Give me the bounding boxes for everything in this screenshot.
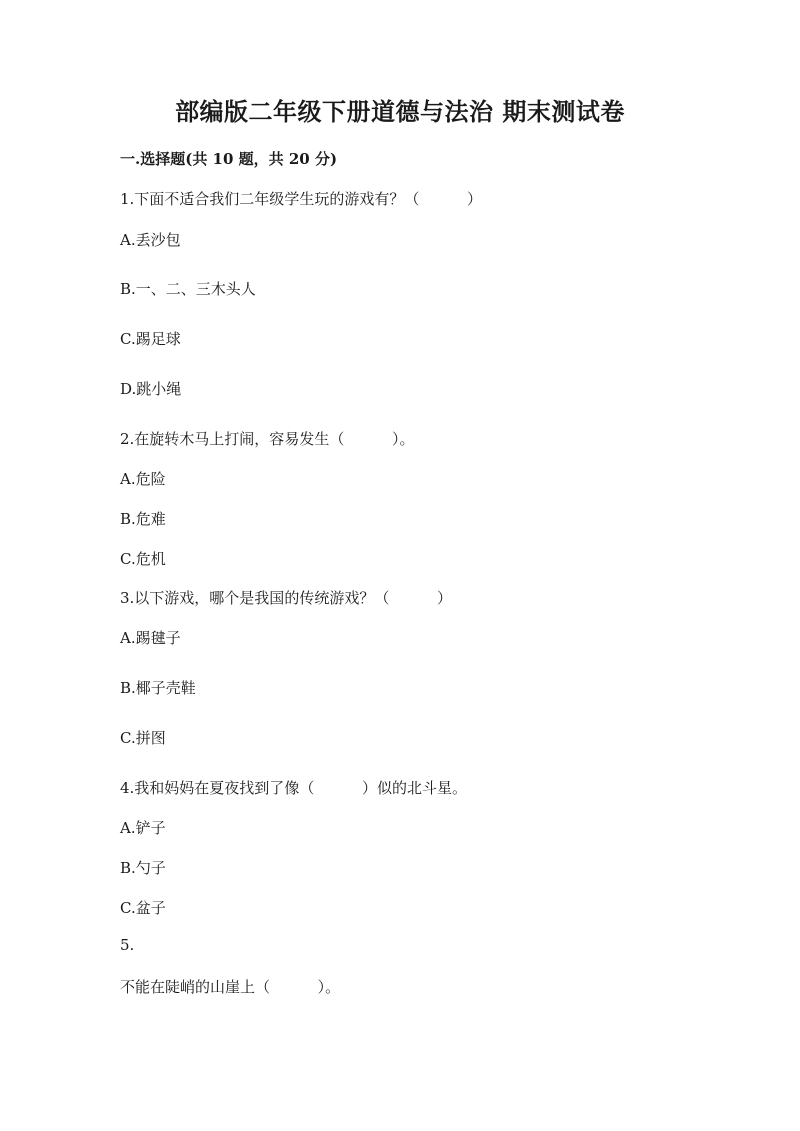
- question-2-option-a: A.危险: [120, 470, 166, 488]
- question-4-option-a: A.铲子: [120, 819, 166, 837]
- question-4-option-b: B.勺子: [120, 859, 166, 877]
- question-1-option-b: B.一、二、三木头人: [120, 280, 256, 298]
- question-1-stem: 1.下面不适合我们二年级学生玩的游戏有？（ ）: [120, 190, 482, 208]
- section-heading: 一.选择题(共 10 题，共 20 分): [120, 150, 338, 168]
- question-5-stem: 5.: [120, 936, 135, 954]
- question-4-option-c: C.盆子: [120, 899, 166, 917]
- question-3-option-c: C.拼图: [120, 729, 166, 747]
- question-3-option-b: B.椰子壳鞋: [120, 679, 196, 697]
- question-2-option-c: C.危机: [120, 550, 166, 568]
- question-3-stem: 3.以下游戏，哪个是我国的传统游戏？（ ）: [120, 589, 452, 607]
- question-3-option-a: A.踢毽子: [120, 629, 181, 647]
- question-1-option-a: A.丢沙包: [120, 231, 181, 249]
- question-1-option-c: C.踢足球: [120, 330, 181, 348]
- page-title: 部编版二年级下册道德与法治 期末测试卷: [175, 97, 625, 126]
- question-2-option-b: B.危难: [120, 510, 166, 528]
- question-5-text: 不能在陡峭的山崖上（ ）。: [120, 978, 341, 996]
- question-2-stem: 2.在旋转木马上打闹，容易发生（ ）。: [120, 430, 415, 448]
- question-1-option-d: D.跳小绳: [120, 380, 182, 398]
- question-4-stem: 4.我和妈妈在夏夜找到了像（ ）似的北斗星。: [120, 779, 467, 797]
